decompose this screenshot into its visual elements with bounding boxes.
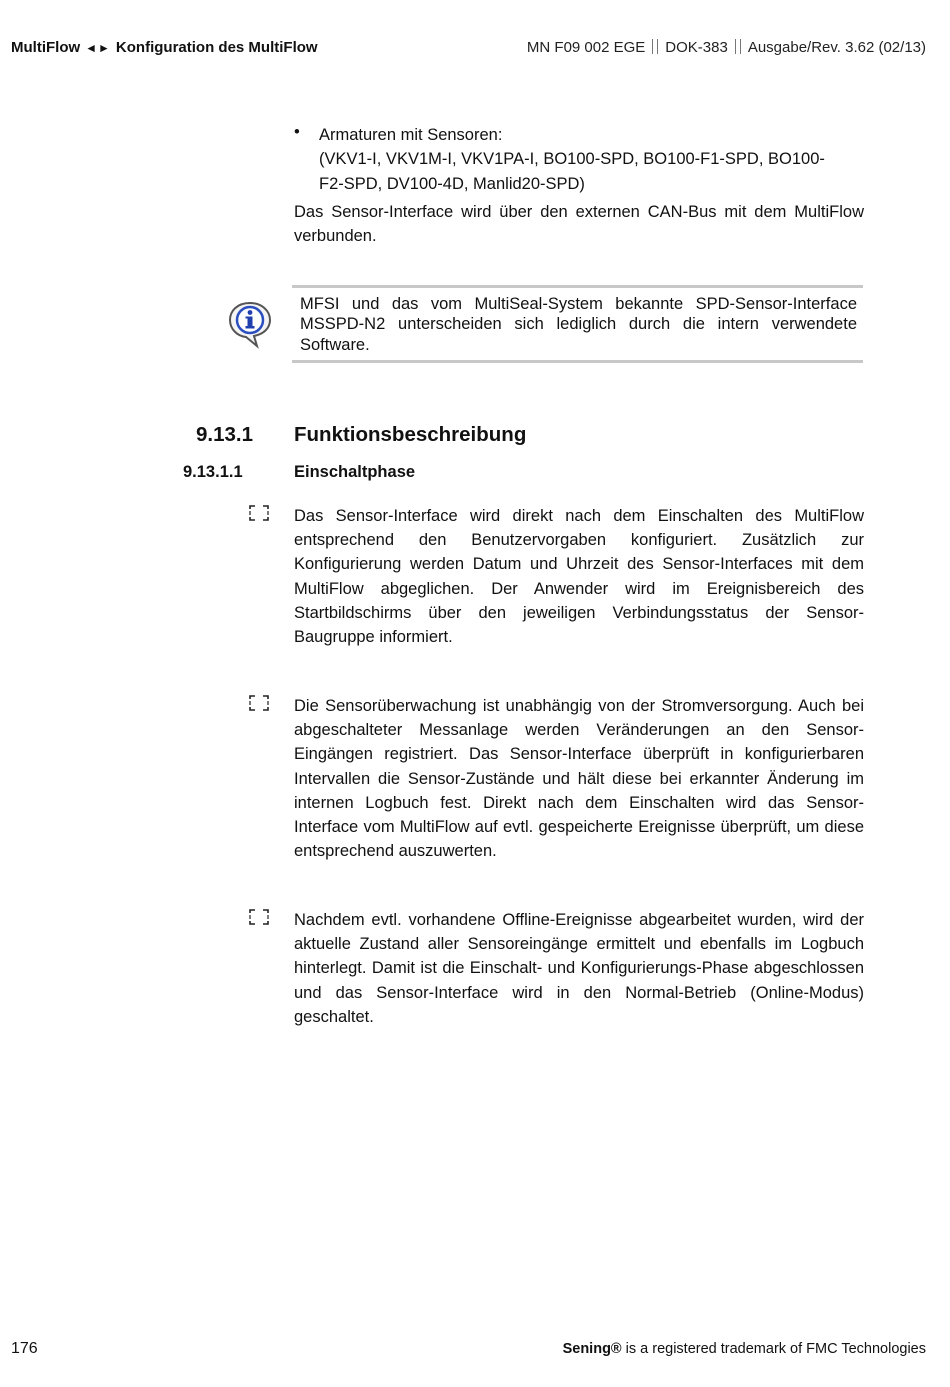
bullet-item	[319, 123, 867, 196]
header-breadcrumb	[11, 39, 318, 56]
header-section: Konfiguration des MultiFlow	[115, 39, 318, 56]
section-number: 9.13.1	[196, 423, 253, 446]
bullet-label: Armaturen mit Sensoren:	[319, 126, 503, 144]
info-bottom-rule	[292, 360, 863, 363]
header-product: MultiFlow	[11, 39, 81, 56]
section-title: Funktionsbeschreibung	[294, 423, 527, 446]
info-note-text: MFSI und das vom MultiSeal-System bekannte SPD-Sensor-Interface MSSPD-N2 unterscheiden sich lediglich durch die intern verwendete Software.	[300, 295, 857, 354]
doc-revision: Ausgabe/Rev. 3.62 (02/13)	[747, 39, 926, 56]
header-separator	[652, 39, 658, 54]
step-bracket-icon	[248, 504, 270, 522]
header-doc-info	[527, 39, 926, 56]
step-text-1: Das Sensor-Interface wird direkt nach dem Einschalten des MultiFlow entsprechend den Benutzervorgaben konfiguriert. Zusätzlich zur Konfigurierung werden Datum und Uhrzeit des Sensor-Interfaces mit dem MultiFlow abgeglichen. Der Anwender wird im Ereignisbereich des Startbildschirms über den jeweiligen Verbindungsstatus der Sensor-Baugruppe informiert.	[294, 507, 864, 647]
subsection-number: 9.13.1.1	[183, 463, 243, 481]
bullet-line-2: (VKV1-I, VKV1M-I, VKV1PA-I, BO100-SPD, BO100-F1-SPD, BO100-	[319, 150, 825, 169]
bullet-marker: •	[294, 123, 300, 141]
info-icon	[227, 299, 273, 349]
footer-trademark	[563, 1341, 926, 1357]
step-bracket-icon	[248, 908, 270, 926]
trademark-text: is a registered trademark of FMC Technologies	[621, 1341, 926, 1357]
doc-id: DOK-383	[665, 39, 728, 56]
step-text-2: Die Sensorüberwachung ist unabhängig von der Stromversorgung. Auch bei abgeschalteter Messanlage werden Veränderungen an den Sensor-Eingängen registriert. Das Sensor-Interface überprüft in konfigurierbaren Intervallen die Sensor-Zustände und hält diese bei erkannter Änderung im internen Logbuch fest. Direkt nach dem Einschalten wird das Sensor-Interface vom MultiFlow auf evtl. gespeicherte Ereignisse überprüft, um diese entsprechend auszuwerten.	[294, 697, 864, 861]
doc-number: MN F09 002 EGE	[526, 39, 646, 56]
header-arrows: ◄►	[85, 41, 111, 55]
step-bracket-icon	[248, 694, 270, 712]
info-top-rule	[292, 285, 863, 288]
bullet-line-3: F2-SPD, DV100-4D, Manlid20-SPD)	[319, 174, 585, 193]
step-text-3: Nachdem evtl. vorhandene Offline-Ereignisse abgearbeitet wurden, wird der aktuelle Zustand aller Sensoreingänge ermittelt und ebenfalls im Logbuch hinterlegt. Damit ist die Einschalt- und Konfigurierungs-Phase abgeschlossen und das Sensor-Interface wird in den Normal-Betrieb (Online-Modus) geschaltet.	[294, 911, 864, 1026]
subsection-title: Einschaltphase	[294, 463, 416, 481]
trademark-brand: Sening®	[562, 1341, 622, 1357]
intro-paragraph: Das Sensor-Interface wird über den externen CAN-Bus mit dem MultiFlow verbunden.	[294, 203, 864, 246]
page-number: 176	[11, 1340, 38, 1357]
header-separator	[735, 39, 741, 54]
